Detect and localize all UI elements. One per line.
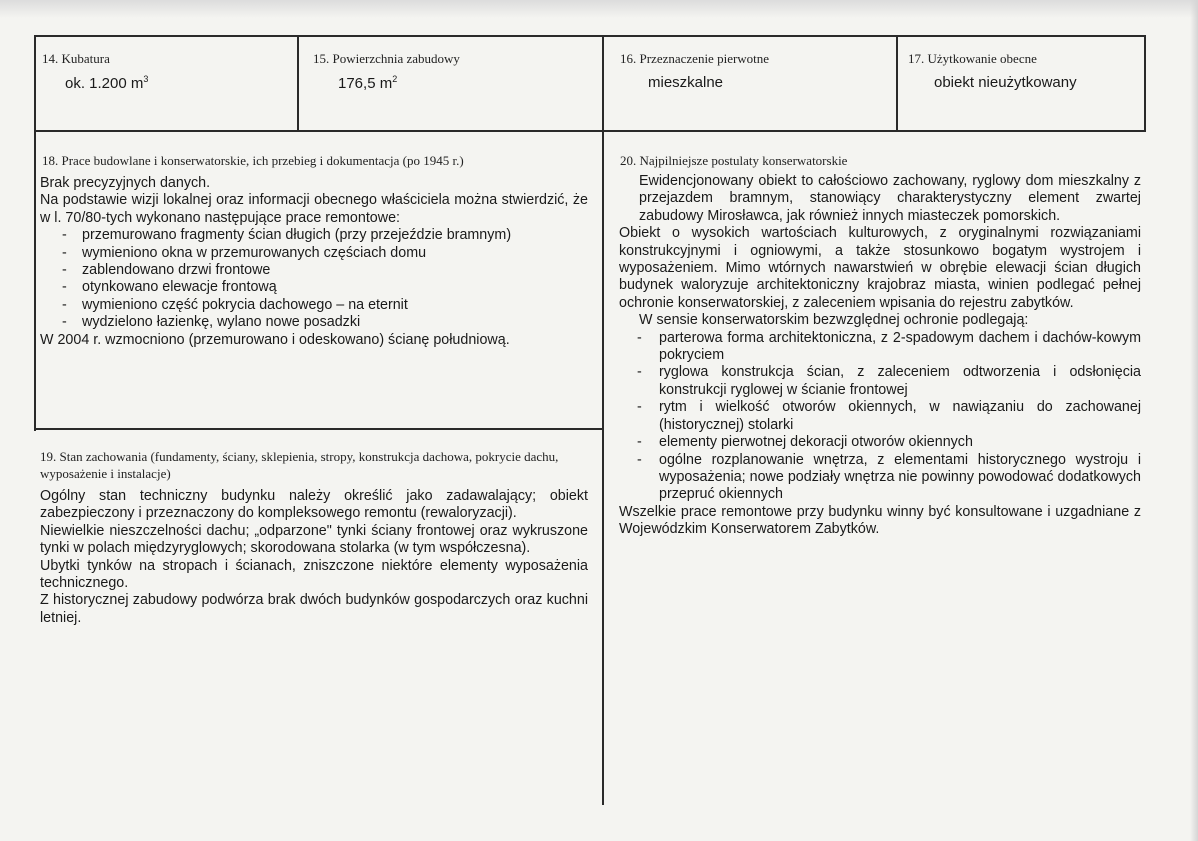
section-19-paragraph-4: Z historycznej zabudowy podwórza brak dwóch budynków gospodarczych oraz kuchni letniej. [40,592,588,626]
section-19-body [40,488,588,627]
section-20-label: 20. Najpilniejsze postulaty konserwatorskie [620,153,848,168]
field-14-label: 14. Kubatura [42,51,110,66]
grid-line-top [34,35,1146,37]
field-15-label: 15. Powierzchnia zabudowy [313,51,460,66]
field-17-value: obiekt nieużytkowany [934,74,1077,91]
field-15-value-text: 176,5 m [338,75,393,92]
list-item: - ryglowa konstrukcja ścian, z zaleceniem odtworzenia i odsłonięcia konstrukcji ryglowej w ścianie frontowej [619,364,1141,399]
field-15-value [338,74,397,92]
section-18-intro: Brak precyzyjnych danych. [40,175,211,191]
grid-line-left-mid [34,428,602,430]
field-16-value: mieszkalne [648,74,724,91]
field-16-label: 16. Przeznaczenie pierwotne [620,51,770,66]
section-20-paragraph-2: Obiekt o wysokich wartościach kulturowych, z oryginalnymi rozwiązaniami konstrukcyjnymi i ogniowymi, a także stosunkowo bogatym wystrojem i wyposażeniem. Mimo wtórnych nawarstwień w obrębie elewacji ścian długich budynek waloryzuje architektoniczny krajobraz miasta, winien podlegać pełnej ochronie konserwatorskiej, z zaleceniem wpisania do rejestru zabytków. [619,225,1141,311]
section-20-list [619,330,1141,504]
grid-line-center [602,35,604,805]
field-14-value [65,74,148,92]
field-14-value-text: ok. 1.200 m [65,75,144,92]
list-item: - parterowa forma architektoniczna, z 2-spadowym dachem i dachów-kowym pokryciem [619,330,1141,365]
section-19-paragraph-1: Ogólny stan techniczny budynku należy określić jako zadawalający; obiekt zabezpieczony i przeznaczony do kompleksowego remontu (rewaloryzacji). [40,488,588,522]
grid-line-divider-15 [297,35,299,132]
field-17-label: 17. Użytkowanie obecne [908,51,1037,66]
grid-line-upper-row-bottom [34,130,1146,132]
list-item: - wydzielono łazienkę, wylano nowe posadzki [40,314,588,331]
section-18-label: 18. Prace budowlane i konserwatorskie, ich przebieg i dokumentacja (po 1945 r.) [42,153,464,168]
list-item: - ogólne rozplanowanie wnętrza, z elementami historycznego wystroju i wyposażenia; nowe podziały wnętrza nie powinny powodować dodatkowych przepruć okiennych [619,452,1141,504]
section-19-label: 19. Stan zachowania (fundamenty, ściany, sklepienia, stropy, konstrukcja dachowa, pokrycie dachu, wyposażenie i instalacje) [40,449,559,481]
list-item: - wymieniono część pokrycia dachowego – na eternit [40,297,588,314]
field-15-unit-exponent: 2 [392,74,398,84]
grid-line-right [1144,35,1146,132]
grid-line-divider-17 [896,35,898,132]
scan-edge-top [0,0,1198,18]
section-20-paragraph-3: W sensie konserwatorskim bezwzględnej ochronie podlegają: [639,312,1029,329]
section-19-paragraph-3: Ubytki tynków na stropach i ścianach, zniszczone niektóre elementy wyposażenia technicznego. [40,557,588,592]
grid-line-left [34,35,36,431]
field-14-unit-exponent: 3 [143,74,149,84]
section-20-paragraph-1: Ewidencjonowany obiekt to całościowo zachowany, ryglowy dom mieszkalny z przejazdem bramnym, stanowiący charakterystyczny element zwartej zabudowy Mirosławca, jak również innych miasteczek pomorskich. [639,173,1141,224]
section-19-paragraph-2: Niewielkie nieszczelności dachu; „odparzone" tynki ściany frontowej oraz wykruszone tynki w polach międzyryglowych; skorodowana stolarka (w tym współczesna). [40,522,588,557]
list-item: - zablendowano drzwi frontowe [40,262,588,279]
list-item: - przemurowano fragmenty ścian długich (przy przejeździe bramnym) [40,227,588,244]
section-18-list [40,227,588,331]
list-item: - elementy pierwotnej dekoracji otworów okiennych [619,434,1141,451]
section-18-body [40,175,588,349]
scan-edge-right [1190,0,1198,841]
section-20-paragraph-4: Wszelkie prace remontowe przy budynku winny być konsultowane i uzgadniane z Wojewódzkim Konserwatorem Zabytków. [619,503,1141,538]
list-item: - rytm i wielkość otworów okiennych, w nawiązaniu do zachowanej (historycznej) stolarki [619,399,1141,434]
section-18-outro: W 2004 r. wzmocniono (przemurowano i odeskowano) ścianę południową. [40,331,510,348]
section-18-paragraph: Na podstawie wizji lokalnej oraz informacji obecnego właściciela można stwierdzić, że w l. 70/80-tych wykonano następujące prace remontowe: [40,192,588,226]
list-item: - otynkowano elewacje frontową [40,279,588,296]
section-20-body [619,173,1141,539]
list-item: - wymieniono okna w przemurowanych częściach domu [40,245,588,262]
